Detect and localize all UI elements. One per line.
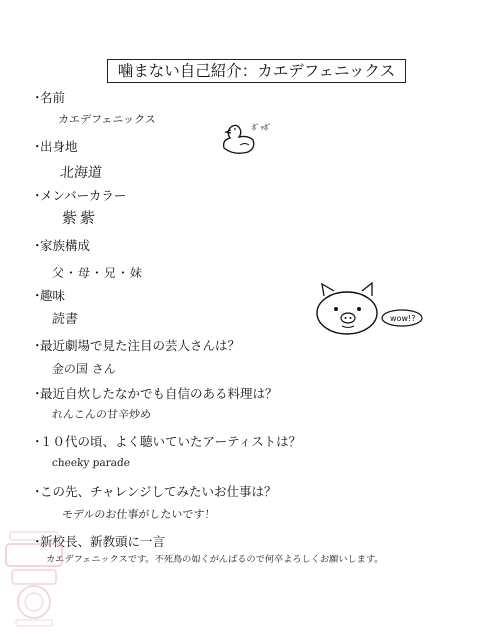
question-cooking: ・最近自炊したなかでも自信のある料理は？ xyxy=(31,386,278,401)
answer-cooking: れんこんの甘辛炒め xyxy=(51,408,152,421)
question-name: ・名前 xyxy=(31,90,66,105)
answer-hometown: 北海道 xyxy=(59,165,103,181)
logo-watermark-icon xyxy=(4,530,66,628)
question-future-work: ・この先、チャレンジしてみたいお仕事は？ xyxy=(31,484,277,499)
question-message: ・新校長、新教頭に一言 xyxy=(31,534,166,549)
answer-message: カエデフェニックスです。不死鳥の如くがんばるので何卒よろしくお願いします。 xyxy=(45,554,384,565)
question-hobby: ・趣味 xyxy=(31,288,66,303)
question-comedian: ・最近劇場で見た注目の芸人さんは？ xyxy=(31,338,241,353)
answer-member-color: 紫紫 xyxy=(61,209,99,227)
answer-artist: cheeky parade xyxy=(51,457,131,469)
answer-family: 父・母・兄・妹 xyxy=(51,266,144,280)
answer-hobby: 読書 xyxy=(51,312,79,327)
question-family: ・家族構成 xyxy=(31,238,91,253)
page-title: 噛まない自己紹介：カエデフェニックス xyxy=(107,59,406,83)
duck-caption: ﾎﾟｯﾎﾟ xyxy=(252,123,272,132)
duck-doodle-icon xyxy=(218,118,276,158)
question-member-color: ・メンバーカラー xyxy=(31,188,127,203)
answer-comedian: 金の国 さん xyxy=(51,362,117,376)
question-hometown: ・出身地 xyxy=(31,139,78,154)
question-artist: ・１０代の頃、よく聴いていたアーティストは？ xyxy=(31,434,302,449)
pig-doodle-icon xyxy=(312,280,424,338)
answer-name: カエデフェニックス xyxy=(57,113,157,126)
answer-future-work: モデルのお仕事がしたいです！ xyxy=(61,508,216,521)
pig-speech-text: wow!? xyxy=(390,314,416,323)
